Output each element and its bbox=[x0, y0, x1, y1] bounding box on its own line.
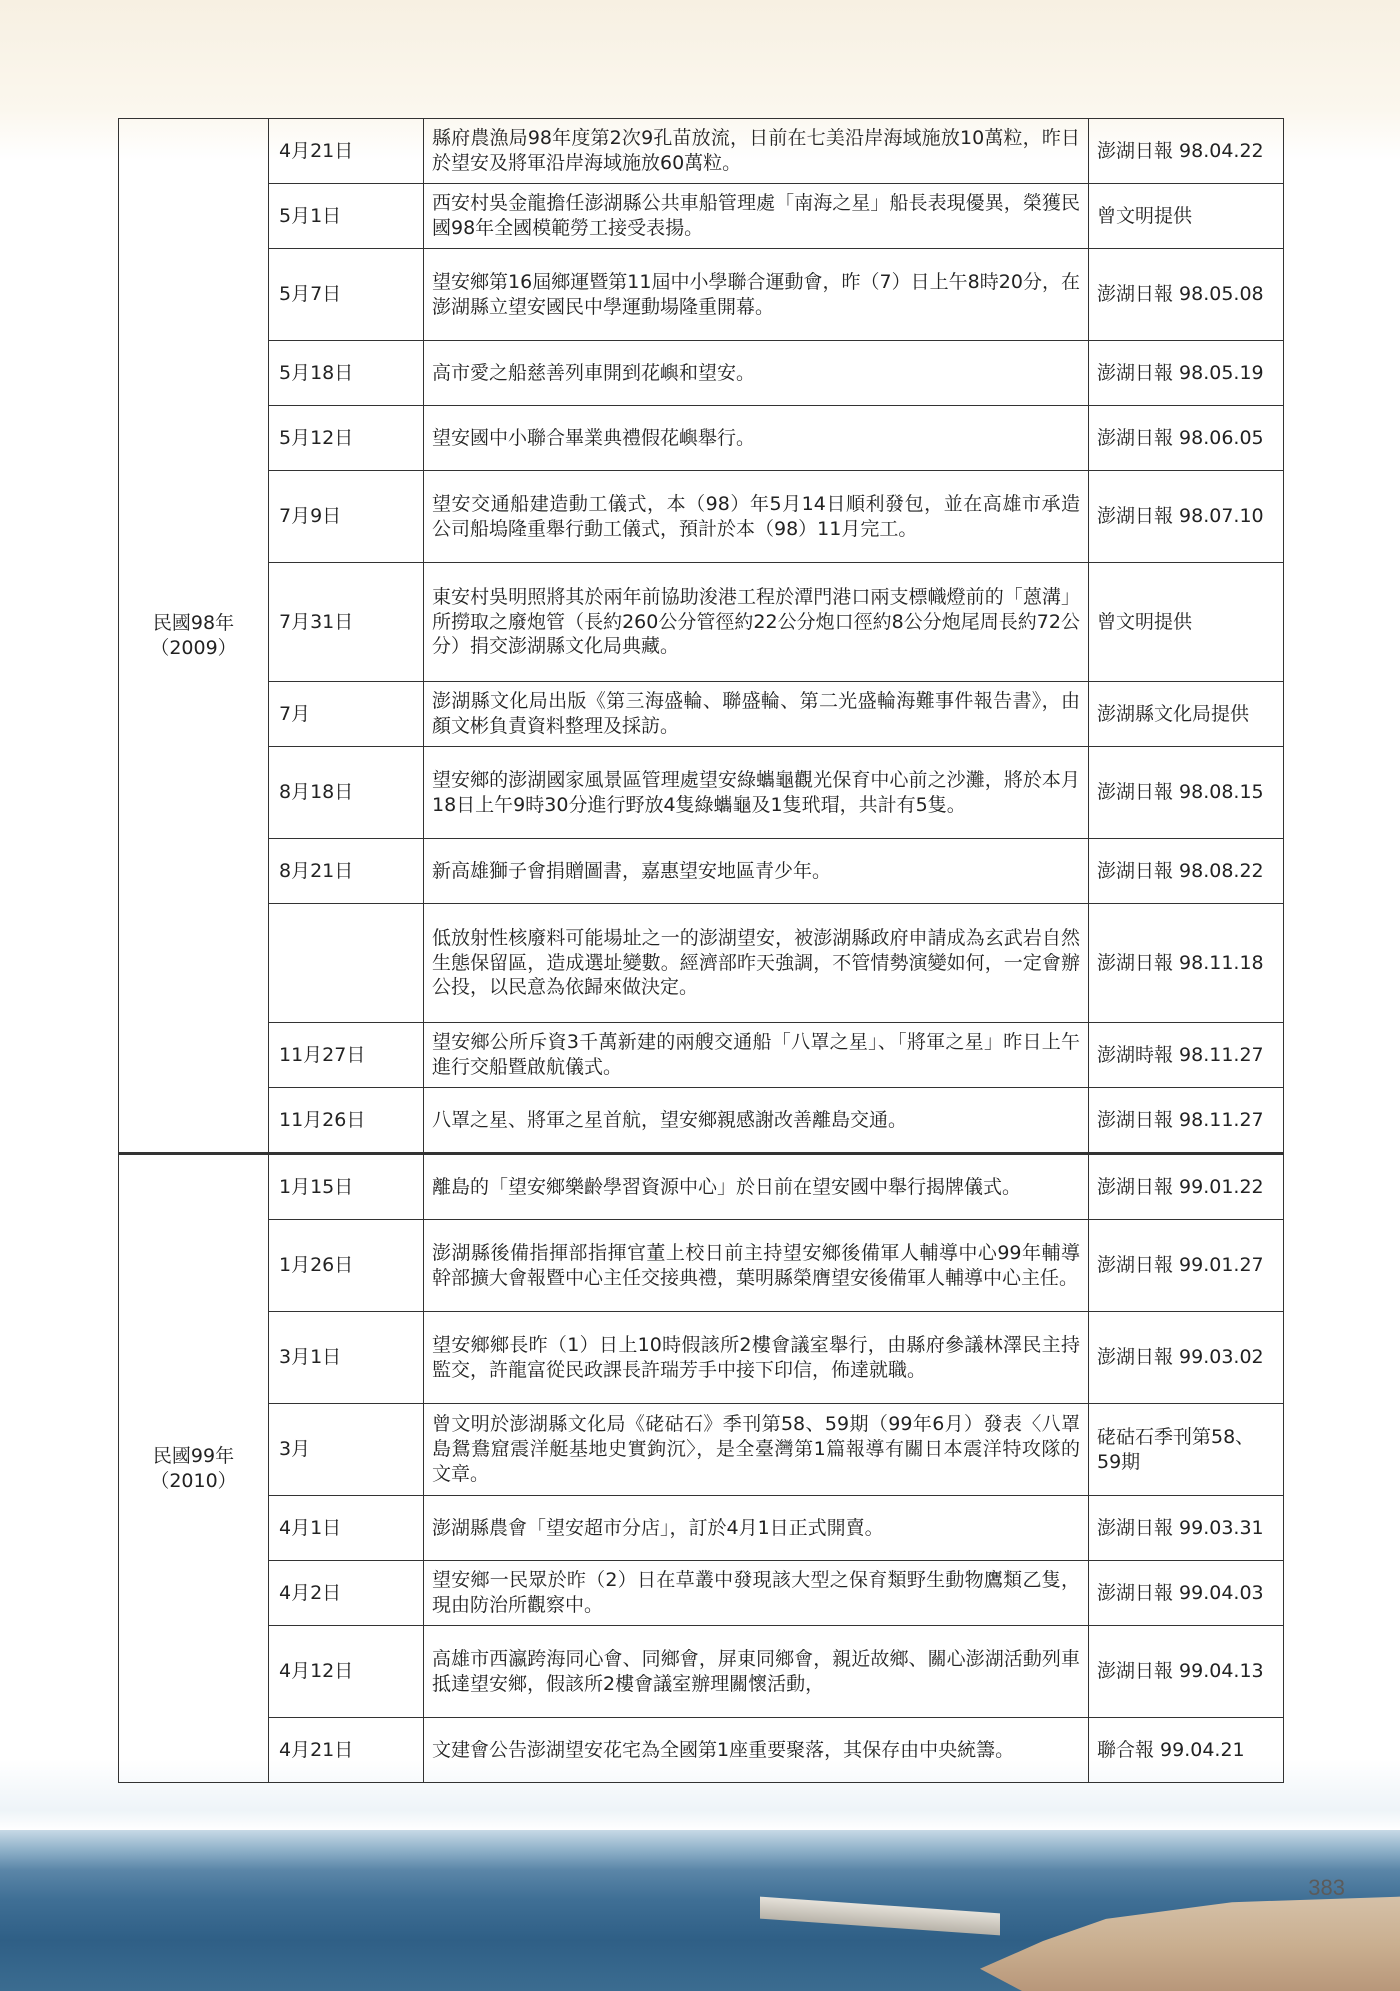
table-row bbox=[119, 1023, 1284, 1088]
year-label-ad: （2010） bbox=[150, 1469, 237, 1492]
table-row bbox=[119, 184, 1284, 249]
date-cell: 5月18日 bbox=[269, 341, 424, 406]
source-cell: 曾文明提供 bbox=[1089, 563, 1284, 682]
event-cell: 澎湖縣農會「望安超市分店」，訂於4月1日正式開賣。 bbox=[424, 1496, 1089, 1561]
source-cell: 澎湖日報 99.04.03 bbox=[1089, 1561, 1284, 1626]
event-cell: 澎湖縣文化局出版《第三海盛輪、聯盛輪、第二光盛輪海難事件報告書》，由顏文彬負責資料整理及採訪。 bbox=[424, 682, 1089, 747]
table-row bbox=[119, 747, 1284, 839]
source-cell: 澎湖日報 99.04.13 bbox=[1089, 1626, 1284, 1718]
source-cell: 澎湖日報 99.01.22 bbox=[1089, 1154, 1284, 1220]
table-row bbox=[119, 1718, 1284, 1783]
date-cell: 8月18日 bbox=[269, 747, 424, 839]
date-cell: 5月1日 bbox=[269, 184, 424, 249]
table-row bbox=[119, 904, 1284, 1023]
event-cell: 八罩之星、將軍之星首航，望安鄉親感謝改善離島交通。 bbox=[424, 1088, 1089, 1154]
event-cell: 縣府農漁局98年度第2次9孔苗放流，日前在七美沿岸海域施放10萬粒，昨日於望安及將軍沿岸海域施放60萬粒。 bbox=[424, 119, 1089, 184]
table-row bbox=[119, 1561, 1284, 1626]
year-cell-2010 bbox=[119, 1154, 269, 1783]
source-cell: 澎湖日報 98.06.05 bbox=[1089, 406, 1284, 471]
date-cell: 3月 bbox=[269, 1404, 424, 1496]
table-row bbox=[119, 682, 1284, 747]
date-cell: 5月12日 bbox=[269, 406, 424, 471]
date-cell: 4月12日 bbox=[269, 1626, 424, 1718]
event-cell: 新高雄獅子會捐贈圖書，嘉惠望安地區青少年。 bbox=[424, 839, 1089, 904]
date-cell: 4月2日 bbox=[269, 1561, 424, 1626]
table-row bbox=[119, 249, 1284, 341]
date-cell: 5月7日 bbox=[269, 249, 424, 341]
source-cell: 澎湖日報 98.05.19 bbox=[1089, 341, 1284, 406]
event-cell: 離島的「望安鄉樂齡學習資源中心」於日前在望安國中舉行揭牌儀式。 bbox=[424, 1154, 1089, 1220]
year-label-ad: （2009） bbox=[150, 636, 237, 659]
event-cell: 望安鄉的澎湖國家風景區管理處望安綠蠵龜觀光保育中心前之沙灘，將於本月18日上午9時30分進行野放4隻綠蠵龜及1隻玳瑁，共計有5隻。 bbox=[424, 747, 1089, 839]
event-cell: 望安鄉第16屆鄉運暨第11屆中小學聯合運動會，昨（7）日上午8時20分，在澎湖縣立望安國民中學運動場隆重開幕。 bbox=[424, 249, 1089, 341]
year-label: 民國98年 bbox=[152, 611, 235, 634]
date-cell: 1月26日 bbox=[269, 1220, 424, 1312]
year-label: 民國99年 bbox=[152, 1444, 235, 1467]
source-cell: 聯合報 99.04.21 bbox=[1089, 1718, 1284, 1783]
event-cell: 高雄市西瀛跨海同心會、同鄉會，屏東同鄉會，親近故鄉、關心澎湖活動列車抵達望安鄉，假該所2樓會議室辦理關懷活動， bbox=[424, 1626, 1089, 1718]
date-cell: 7月9日 bbox=[269, 471, 424, 563]
table-row bbox=[119, 839, 1284, 904]
date-cell: 7月31日 bbox=[269, 563, 424, 682]
source-cell: 澎湖日報 98.08.22 bbox=[1089, 839, 1284, 904]
table-row bbox=[119, 1220, 1284, 1312]
date-cell: 3月1日 bbox=[269, 1312, 424, 1404]
year-cell-1998 bbox=[119, 119, 269, 1154]
event-cell: 望安鄉一民眾於昨（2）日在草叢中發現該大型之保育類野生動物鷹類乙隻，現由防治所觀察中。 bbox=[424, 1561, 1089, 1626]
source-cell: 澎湖日報 99.01.27 bbox=[1089, 1220, 1284, 1312]
table-row bbox=[119, 119, 1284, 184]
source-cell: 澎湖日報 99.03.02 bbox=[1089, 1312, 1284, 1404]
source-cell: 曾文明提供 bbox=[1089, 184, 1284, 249]
event-cell: 望安交通船建造動工儀式，本（98）年5月14日順利發包，並在高雄市承造公司船塢隆重舉行動工儀式，預計於本（98）11月完工。 bbox=[424, 471, 1089, 563]
event-cell: 高市愛之船慈善列車開到花嶼和望安。 bbox=[424, 341, 1089, 406]
page-number: 383 bbox=[1308, 1875, 1345, 1900]
date-cell: 8月21日 bbox=[269, 839, 424, 904]
table-row bbox=[119, 406, 1284, 471]
source-cell: 澎湖日報 98.11.27 bbox=[1089, 1088, 1284, 1154]
date-cell: 7月 bbox=[269, 682, 424, 747]
event-cell: 西安村吳金龍擔任澎湖縣公共車船管理處「南海之星」船長表現優異，榮獲民國98年全國模範勞工接受表揚。 bbox=[424, 184, 1089, 249]
event-cell: 文建會公告澎湖望安花宅為全國第1座重要聚落，其保存由中央統籌。 bbox=[424, 1718, 1089, 1783]
source-cell: 硓𥑮石季刊第58、59期 bbox=[1089, 1404, 1284, 1496]
date-cell: 11月27日 bbox=[269, 1023, 424, 1088]
date-cell: 4月21日 bbox=[269, 119, 424, 184]
table-row bbox=[119, 1312, 1284, 1404]
date-cell: 4月21日 bbox=[269, 1718, 424, 1783]
event-cell: 曾文明於澎湖縣文化局《硓𥑮石》季刊第58、59期（99年6月）發表〈八罩島鴛鴦窟震洋艇基地史實鉤沉〉，是全臺灣第1篇報導有關日本震洋特攻隊的文章。 bbox=[424, 1404, 1089, 1496]
source-cell: 澎湖縣文化局提供 bbox=[1089, 682, 1284, 747]
table-row bbox=[119, 563, 1284, 682]
table-row bbox=[119, 341, 1284, 406]
table-row bbox=[119, 1404, 1284, 1496]
source-cell: 澎湖日報 98.07.10 bbox=[1089, 471, 1284, 563]
source-cell: 澎湖日報 98.05.08 bbox=[1089, 249, 1284, 341]
event-cell: 望安鄉公所斥資3千萬新建的兩艘交通船「八罩之星」、「將軍之星」昨日上午進行交船暨啟航儀式。 bbox=[424, 1023, 1089, 1088]
table-row bbox=[119, 471, 1284, 563]
table-row bbox=[119, 1496, 1284, 1561]
date-cell: 4月1日 bbox=[269, 1496, 424, 1561]
source-cell: 澎湖日報 98.11.18 bbox=[1089, 904, 1284, 1023]
event-cell: 東安村吳明照將其於兩年前協助浚港工程於潭門港口兩支標幟燈前的「蒽溝」所撈取之廢炮管（長約260公分管徑約22公分炮口徑約8公分炮尾周長約72公分）捐交澎湖縣文化局典藏。 bbox=[424, 563, 1089, 682]
table-row bbox=[119, 1154, 1284, 1220]
table-row bbox=[119, 1088, 1284, 1154]
event-cell: 望安國中小聯合畢業典禮假花嶼舉行。 bbox=[424, 406, 1089, 471]
event-cell: 澎湖縣後備指揮部指揮官董上校日前主持望安鄉後備軍人輔導中心99年輔導幹部擴大會報暨中心主任交接典禮，葉明縣榮膺望安後備軍人輔導中心主任。 bbox=[424, 1220, 1089, 1312]
event-cell: 低放射性核廢料可能場址之一的澎湖望安，被澎湖縣政府申請成為玄武岩自然生態保留區，造成選址變數。經濟部昨天強調，不管情勢演變如何，一定會辦公投，以民意為依歸來做決定。 bbox=[424, 904, 1089, 1023]
source-cell: 澎湖日報 99.03.31 bbox=[1089, 1496, 1284, 1561]
date-cell: 11月26日 bbox=[269, 1088, 424, 1154]
date-cell: 1月15日 bbox=[269, 1154, 424, 1220]
date-cell bbox=[269, 904, 424, 1023]
table-row bbox=[119, 1626, 1284, 1718]
source-cell: 澎湖日報 98.04.22 bbox=[1089, 119, 1284, 184]
source-cell: 澎湖時報 98.11.27 bbox=[1089, 1023, 1284, 1088]
chronicle-table bbox=[118, 118, 1284, 1783]
event-cell: 望安鄉鄉長昨（1）日上10時假該所2樓會議室舉行，由縣府參議林澤民主持監交，許龍富從民政課長許瑞芳手中接下印信，佈達就職。 bbox=[424, 1312, 1089, 1404]
source-cell: 澎湖日報 98.08.15 bbox=[1089, 747, 1284, 839]
